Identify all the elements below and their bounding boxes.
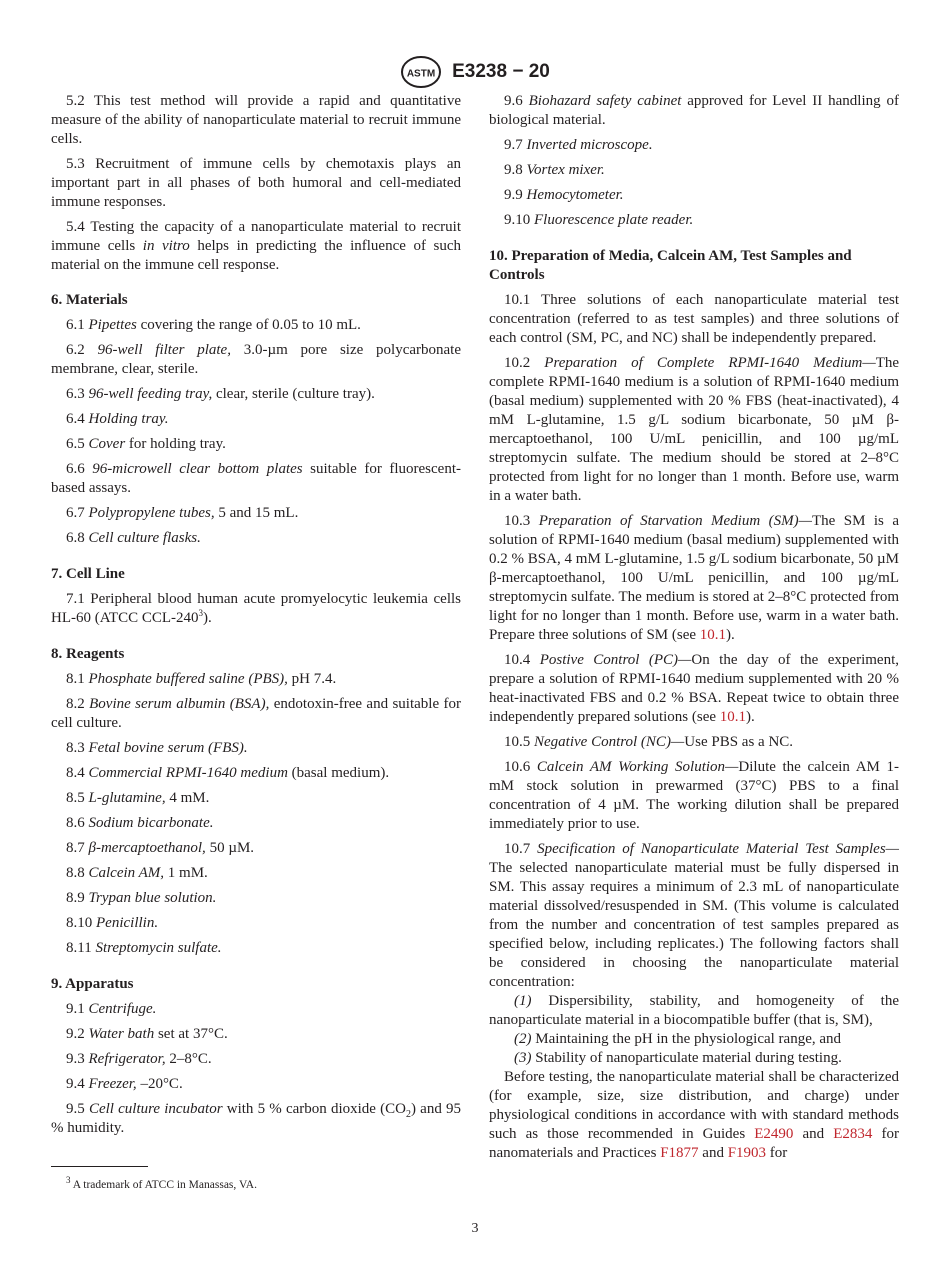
list-item-3: (3) Stability of nanoparticulate material during testing.: [514, 1050, 842, 1066]
item-8-6: 8.6 Sodium bicarbonate.: [66, 815, 214, 831]
item-8-9: 8.9 Trypan blue solution.: [66, 890, 217, 906]
link-f1903[interactable]: F1903: [727, 1145, 767, 1161]
item-8-8: 8.8 Calcein AM, 1 mM.: [66, 865, 208, 881]
item-6-4: 6.4 Holding tray.: [66, 411, 169, 427]
paragraph-5-4: 5.4 Testing the capacity of a nanoparticulate material to recruit immune cells in vitro helps in predicting the influence of such material on the immune cell response.: [51, 219, 461, 273]
astm-logo-text: ASTM: [406, 68, 436, 80]
item-9-1: 9.1 Centrifuge.: [66, 1001, 157, 1017]
item-6-8: 6.8 Cell culture flasks.: [66, 530, 201, 546]
link-f1877[interactable]: F1877: [660, 1145, 699, 1161]
paragraph-5-3: 5.3 Recruitment of immune cells by chemotaxis plays an important part in all phases of both humoral and cell-mediated immune responses.: [51, 156, 461, 210]
paragraph-10-6: 10.6 Calcein AM Working Solution—Dilute the calcein AM 1-mM stock solution in prewarmed (37°C) PBS to a final concentration of 4 µM. The working dilution shall be prepared immediately prior to use.: [489, 759, 900, 832]
item-9-7: 9.7 Inverted microscope.: [504, 137, 653, 153]
item-7-1: 7.1 Peripheral blood human acute promyelocytic leukemia cells HL-60 (ATCC CCL-$240^3$).: [51, 591, 461, 626]
paragraph-10-2: 10.2 Preparation of Complete RPMI-1640 Medium—The complete RPMI-1640 medium is a solution of RPMI-1640 medium (basal medium) supplemented with 20 % FBS (heat-inactivated), 4 mM L-glutamine, 1.5 g/L sodium bicarbonate, 50 µM β-mercaptoethanol, 100 U/mL penicillin, and 100 µg/mL streptomycin sulfate. The medium should be stored at 2–8°C protected from light for no longer than 1 month. Before use, warm in a water bath.: [489, 355, 900, 504]
paragraph-10-3: 10.3 Preparation of Starvation Medium (SM)—The SM is a solution of RPMI-1640 medium (basal medium) supplemented with 0.2 % BSA, 4 mM L-glutamine, 1.5 g/L sodium bicarbonate, 50 µM β-mercaptoethanol, 100 U/mL penicillin, and 100 µg/mL streptomycin sulfate. The medium is stored at 2–8°C protected from light for no longer than 1 month. Before use, warm in a water bath. Prepare three solutions of SM (see 10.1).: [489, 513, 900, 643]
item-9-2: 9.2 Water bath set at 37°C.: [66, 1026, 228, 1042]
item-8-4: 8.4 Commercial RPMI-1640 medium (basal medium).: [66, 765, 390, 781]
item-8-11: 8.11 Streptomycin sulfate.: [66, 940, 222, 956]
item-6-6: 6.6 96-microwell clear bottom plates suitable for fluorescent-based assays.: [51, 461, 461, 496]
item-8-7: 8.7 β-mercaptoethanol, 50 µM.: [66, 840, 255, 856]
item-8-2: 8.2 Bovine serum albumin (BSA), endotoxin-free and suitable for cell culture.: [51, 696, 462, 731]
link-e2490[interactable]: E2490: [754, 1126, 794, 1142]
link-10-1[interactable]: 10.1: [699, 627, 727, 643]
item-6-3: 6.3 96-well feeding tray, clear, sterile (culture tray).: [66, 386, 375, 402]
document-id: E3238 − 20: [452, 61, 550, 82]
item-6-5: 6.5 Cover for holding tray.: [66, 436, 226, 452]
item-9-10: 9.10 Fluorescence plate reader.: [504, 212, 694, 228]
footnote-marker: 3: [198, 608, 203, 618]
item-9-6: 9.6 Biohazard safety cabinet approved for Level II handling of biological material.: [489, 93, 899, 128]
paragraph-10-1: 10.1 Three solutions of each nanoparticulate material test concentration (referred to as test samples) and three solutions of each control (SM, PC, and NC) shall be independently prepared.: [489, 292, 899, 346]
item-9-8: 9.8 Vortex mixer.: [504, 162, 605, 178]
item-6-7: 6.7 Polypropylene tubes, 5 and 15 mL.: [66, 505, 299, 521]
item-8-1: 8.1 Phosphate buffered saline (PBS), pH 7.4.: [66, 671, 337, 687]
page-header: [0, 56, 950, 88]
left-column: [51, 92, 461, 1144]
section-10-heading: 10. Preparation of Media, Calcein AM, Test Samples and Controls: [489, 248, 852, 283]
paragraph-10-5: 10.5 Negative Control (NC)—Use PBS as a NC.: [504, 734, 794, 750]
item-9-3: 9.3 Refrigerator, 2–8°C.: [66, 1051, 212, 1067]
item-9-4: 9.4 Freezer, –20°C.: [66, 1076, 183, 1092]
right-column: [489, 92, 899, 1163]
section-8-heading: 8. Reagents: [51, 646, 125, 662]
astm-logo-icon: [400, 56, 442, 88]
link-10-1[interactable]: 10.1: [719, 709, 747, 725]
paragraph-before-testing: Before testing, the nanoparticulate material shall be characterized (for example, size, size distribution, and charge) under physiological conditions in accordance with with standard methods such as those recommended in Guides E2490 and E2834 for nanomaterials and Practices F1877 and F1903 for: [489, 1069, 899, 1161]
page-number: 3: [471, 1221, 479, 1236]
item-9-9: 9.9 Hemocytometer.: [504, 187, 624, 203]
section-7-heading: 7. Cell Line: [51, 566, 125, 582]
item-9-5: 9.5 Cell culture incubator with 5 % carbon dioxide $(CO_2)$ and 95 % humidity.: [51, 1101, 462, 1136]
item-8-3: 8.3 Fetal bovine serum (FBS).: [66, 740, 248, 756]
footnote-rule: [51, 1166, 148, 1167]
item-6-1: 6.1 Pipettes covering the range of 0.05 to 10 mL.: [66, 317, 361, 333]
item-6-2: 6.2 96-well filter plate, 3.0-µm pore size polycarbonate membrane, clear, sterile.: [51, 342, 461, 377]
item-8-10: 8.10 Penicillin.: [66, 915, 159, 931]
paragraph-10-7: 10.7 Specification of Nanoparticulate Material Test Samples—The selected nanoparticulate material must be fully dispersed in SM. This assay requires a minimum of 2.3 mL of nanoparticulate material dissolved/resuspended in SM. (This volume is calculated from the number and concentration of test samples prepared as specified below, including replicates.) The following factors shall be considered in choosing the nanoparticulate material concentration:: [489, 841, 900, 990]
list-item-2: (2) Maintaining the pH in the physiological range, and: [514, 1031, 842, 1047]
footnote: $^3$ A trademark of ATCC in Manassas, VA.: [66, 1175, 257, 1191]
list-item-1: (1) Dispersibility, stability, and homogeneity of the nanoparticulate material in a biocompatible buffer (that is, SM),: [489, 993, 899, 1028]
section-9-heading: 9. Apparatus: [51, 976, 134, 992]
paragraph-5-2: 5.2 This test method will provide a rapid and quantitative measure of the ability of nanoparticulate material to recruit immune cells.: [51, 93, 461, 147]
paragraph-10-4: 10.4 Postive Control (PC)—On the day of the experiment, prepare a solution of RPMI-1640 medium supplemented with 20 % heat-inactivated FBS and 0.2 % BSA. Repeat twice to obtain three independently prepared solutions (see 10.1).: [489, 652, 899, 725]
section-6-heading: 6. Materials: [51, 292, 128, 308]
item-8-5: 8.5 L-glutamine, 4 mM.: [66, 790, 210, 806]
link-e2834[interactable]: E2834: [833, 1126, 873, 1142]
